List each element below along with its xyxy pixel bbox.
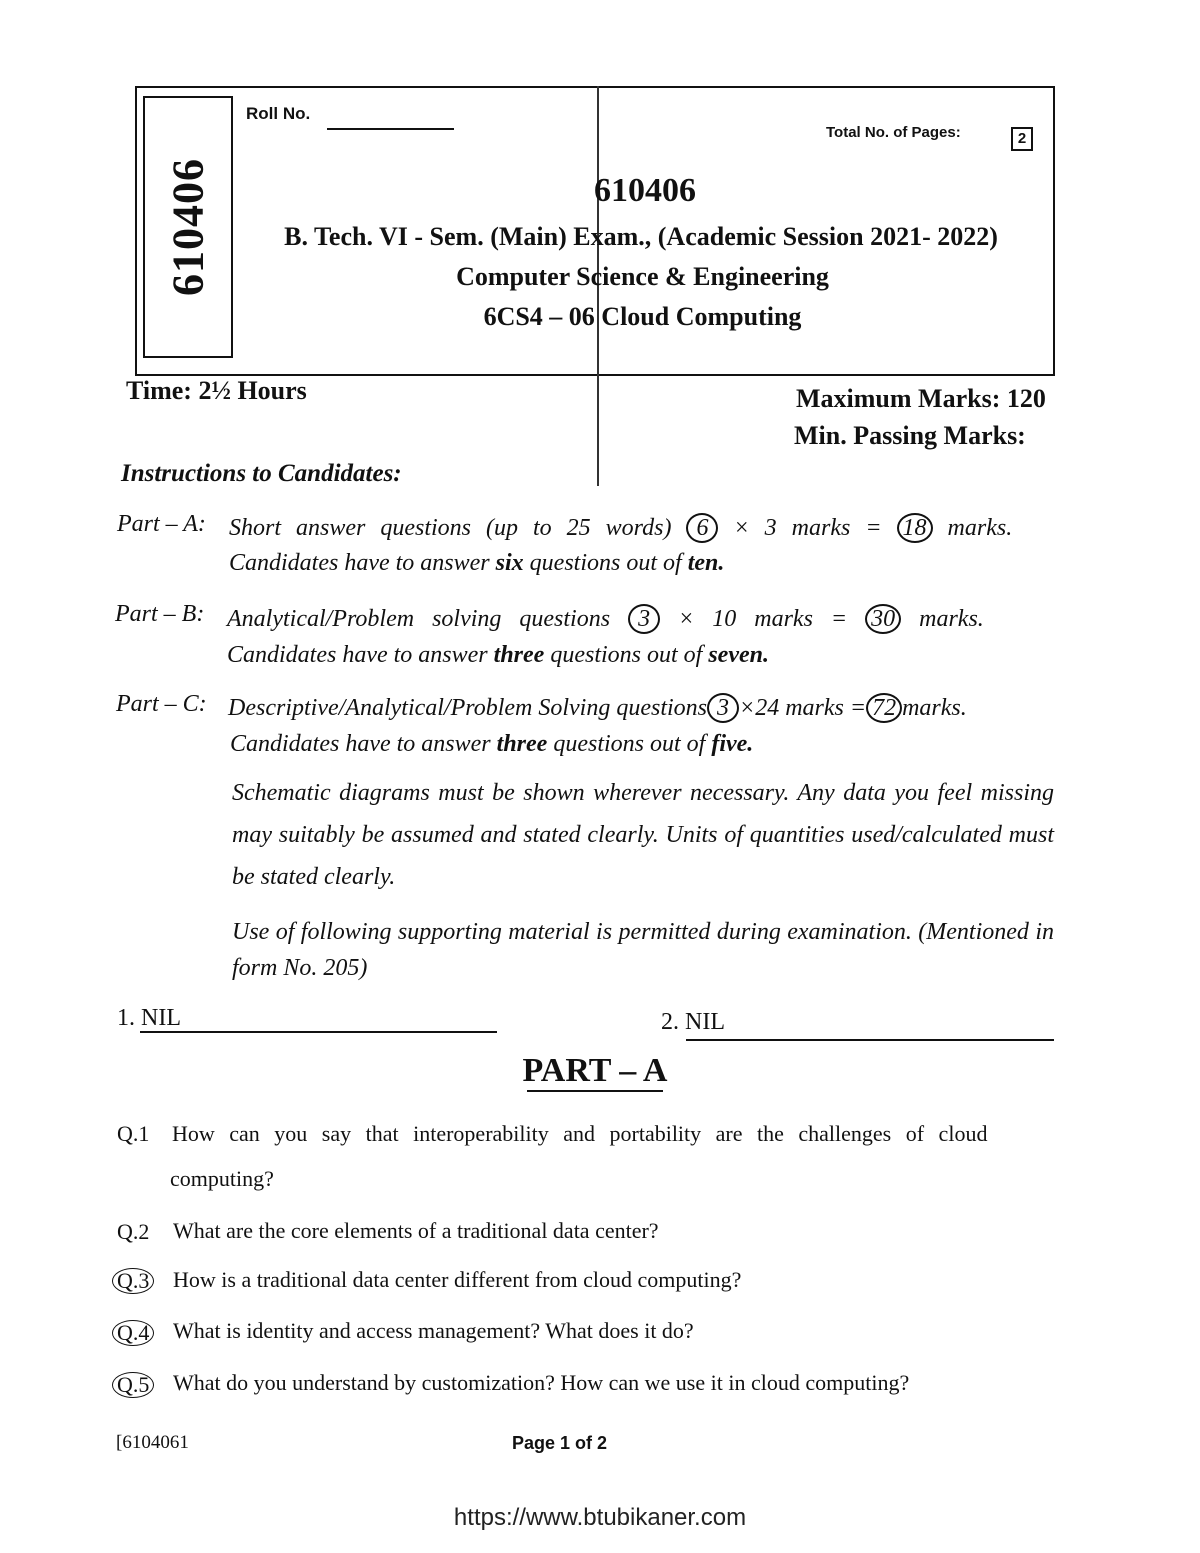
part-b-choice-pre: Candidates have to answer — [227, 642, 488, 668]
part-c-choice-total: five. — [711, 731, 754, 757]
question-1-text: How can you say that interoperability and portability are the challenges of cloud — [172, 1121, 988, 1146]
question-5-text: What do you understand by customization? How can we use it in cloud computing? — [173, 1370, 910, 1395]
schematic-note: Schematic diagrams must be shown wherever necessary. Any data you feel missing may suitably be assumed and stated clearly. Units of quantities used/calculated must be stated clearly. — [232, 780, 1054, 890]
part-c-choice-pre: Candidates have to answer — [230, 731, 491, 757]
footer-url[interactable]: https://www.btubikaner.com — [453, 1504, 747, 1531]
part-b-instruction — [227, 604, 984, 634]
supporting-material-note: Use of following supporting material is permitted during examination. (Mentioned in form No. 205) — [232, 919, 1054, 981]
part-a-choice-count: six — [495, 550, 524, 576]
part-c-choice-count: three — [496, 731, 548, 757]
part-a-label: Part – A: — [117, 511, 206, 537]
question-2-number: Q.2 — [117, 1219, 150, 1244]
roll-no-label: Roll No. — [246, 104, 311, 123]
material-1: 1. NIL — [117, 1005, 181, 1031]
material-1-underline — [140, 1031, 497, 1033]
part-b-total: 30 — [865, 604, 901, 634]
part-a-total: 18 — [897, 513, 933, 543]
part-c-total: 72 — [866, 693, 902, 723]
instructions-heading: Instructions to Candidates: — [121, 460, 402, 487]
total-pages-label: Total No. of Pages: — [826, 124, 961, 141]
material-2-underline — [686, 1039, 1054, 1041]
max-marks: Maximum Marks: 120 — [796, 384, 1046, 413]
question-4-circle: Q.4 — [112, 1320, 154, 1346]
part-c-count: 3 — [707, 693, 739, 723]
part-a-choice-pre: Candidates have to answer — [229, 550, 490, 576]
paper-code: 610406 — [594, 172, 696, 209]
part-a-heading-underline — [527, 1090, 663, 1092]
footer-paper-code: [6104061 — [116, 1432, 189, 1453]
part-a-instruction — [229, 513, 1012, 543]
min-passing-marks: Min. Passing Marks: — [794, 421, 1026, 450]
part-a-count: 6 — [686, 513, 718, 543]
question-2-text: What are the core elements of a traditional data center? — [173, 1218, 659, 1243]
part-a-post: marks. — [947, 515, 1013, 541]
vertical-paper-code: 610406 — [163, 158, 213, 296]
question-1-text-cont: computing? — [170, 1166, 274, 1191]
part-b-mid: × 10 marks = — [678, 606, 848, 632]
part-b-label: Part – B: — [115, 601, 205, 627]
part-c-pre: Descriptive/Analytical/Problem Solving questions — [228, 695, 708, 721]
branch-name: Computer Science & Engineering — [456, 262, 829, 291]
part-a-choice-total: ten. — [687, 550, 725, 576]
part-c-label: Part – C: — [116, 691, 207, 717]
part-b-count: 3 — [628, 604, 660, 634]
question-3-number — [112, 1268, 154, 1294]
question-5-number — [112, 1372, 154, 1398]
part-b-choice-total: seven. — [708, 642, 769, 668]
part-c-post: marks. — [902, 695, 967, 721]
part-a-choice — [229, 550, 724, 577]
part-b-post: marks. — [919, 606, 984, 632]
part-a-pre: Short answer questions (up to 25 words) — [229, 515, 672, 541]
part-b-choice — [227, 642, 769, 669]
exam-time: Time: 2½ Hours — [126, 376, 307, 405]
question-4-text: What is identity and access management? What does it do? — [173, 1318, 694, 1343]
part-b-choice-count: three — [493, 642, 545, 668]
question-3-circle: Q.3 — [112, 1268, 154, 1294]
part-c-mid: ×24 marks = — [739, 695, 867, 721]
part-a-choice-mid: questions out of — [529, 550, 682, 576]
subject-name: 6CS4 – 06 Cloud Computing — [483, 302, 802, 331]
part-b-pre: Analytical/Problem solving questions — [227, 606, 611, 632]
roll-no-blank — [327, 128, 454, 130]
material-2: 2. NIL — [661, 1009, 725, 1035]
total-pages-value: 2 — [1011, 127, 1033, 151]
part-c-instruction — [228, 693, 967, 723]
exam-title: B. Tech. VI - Sem. (Main) Exam., (Academic Session 2021- 2022) — [284, 222, 998, 251]
part-c-choice — [230, 731, 753, 758]
footer-page-number: Page 1 of 2 — [512, 1433, 608, 1453]
question-1-number: Q.1 — [117, 1121, 150, 1146]
part-c-choice-mid: questions out of — [553, 731, 706, 757]
question-4-number — [112, 1320, 154, 1346]
part-a-mid: × 3 marks = — [733, 515, 882, 541]
question-5-circle: Q.5 — [112, 1372, 154, 1398]
part-b-choice-mid: questions out of — [550, 642, 703, 668]
question-3-text: How is a traditional data center different from cloud computing? — [173, 1267, 742, 1292]
part-a-heading: PART – A — [522, 1052, 668, 1089]
